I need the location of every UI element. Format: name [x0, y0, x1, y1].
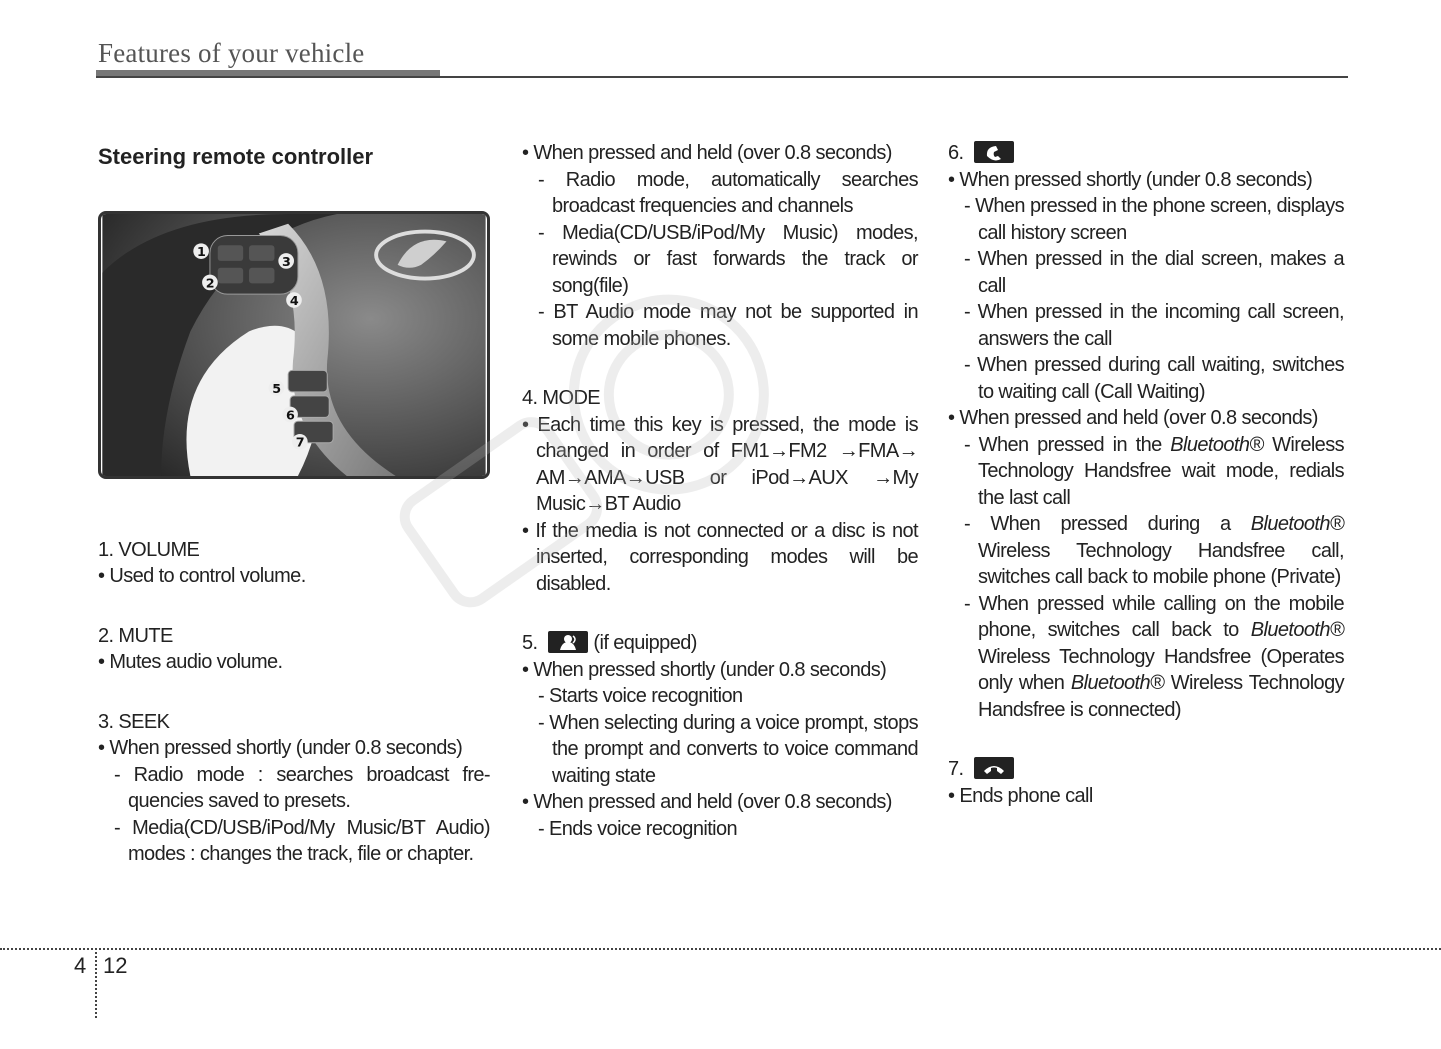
item-mute-title: 2. MUTE	[98, 624, 173, 647]
item-voice-number: 5.	[522, 632, 538, 654]
text-run: Wireless Technology Handsfree call, switches call back to mobile phone (Private)	[978, 539, 1344, 588]
bluetooth-term: Bluetooth®	[1070, 672, 1165, 694]
seek-held-line: - Radio mode, automatically searches broadcast frequencies and channels	[538, 168, 918, 217]
bluetooth-term: Bluetooth®	[1250, 619, 1344, 641]
steering-wheel-figure	[98, 211, 490, 479]
text-run: Wireless Technology Handsfree (Operates only when	[978, 645, 1344, 694]
item-call-line: - When pressed in the dial screen, makes a call	[964, 248, 1344, 297]
item-seek-title: 3. SEEK	[98, 710, 170, 733]
column-right	[948, 140, 1344, 809]
item-call-line: - When pressed during call waiting, switches to waiting call (Call Waiting)	[964, 354, 1344, 403]
seek-held-line: • When pressed and held (over 0.8 seconds)	[522, 142, 892, 164]
item-call-title	[948, 140, 1344, 167]
seek-held-line: - Media(CD/USB/iPod/My Music) modes, rewinds or fast forwards the track or song(file)	[538, 221, 918, 297]
figure-label-1: 1	[197, 243, 206, 259]
header-title: Features of your vehicle	[98, 38, 365, 68]
voice-recognition-icon	[548, 631, 588, 653]
steering-wheel-illustration	[101, 214, 487, 476]
item-mode-line: • Each time this key is pressed, the mode is changed in order of FM1→FM2 →FMA→ AM→AMA→USB or iPod→AUX →My Music→BT Audio	[522, 413, 918, 515]
figure-label-2: 2	[205, 274, 215, 290]
footer-divider	[95, 948, 97, 1018]
page-number: 12	[103, 953, 128, 978]
item-call-line	[948, 432, 1344, 512]
text-run: Wireless Technology Handsfree is connected)	[978, 672, 1344, 721]
item-mode-title: 4. MODE	[522, 387, 601, 409]
page-chapter: 4	[74, 953, 87, 978]
item-seek-line: - Media(CD/USB/iPod/My Music/BT Audio) modes : changes the track, file or chapter.	[114, 816, 490, 865]
item-voice-suffix: (if equipped)	[593, 632, 697, 654]
item-end-number: 7.	[948, 758, 964, 780]
text-run: - When pressed in the	[964, 433, 1171, 456]
item-end-title	[948, 756, 1344, 783]
figure-label-7: 7	[295, 434, 304, 450]
bluetooth-term: Bluetooth®	[1250, 513, 1344, 535]
item-voice-line: • When pressed and held (over 0.8 seconds)	[522, 791, 892, 813]
item-voice-line: - When selecting during a voice prompt, stops the prompt and converts to voice command waiting state	[538, 711, 918, 787]
section-heading: Steering remote controller	[98, 144, 374, 169]
item-seek-line: - Radio mode : searches broadcast fre-quencies saved to presets.	[114, 763, 490, 812]
item-call-line: • When pressed and held (over 0.8 seconds)	[948, 407, 1318, 429]
header-rule-thin	[96, 76, 1348, 78]
item-end-line: • Ends phone call	[948, 784, 1093, 807]
item-call-line: - When pressed in the incoming call screen, answers the call	[964, 301, 1344, 350]
item-call-line	[948, 511, 1344, 591]
column-left	[98, 140, 490, 868]
end-call-icon	[974, 757, 1014, 779]
item-call-number: 6.	[948, 142, 964, 164]
column-middle	[522, 140, 918, 842]
phone-call-icon	[974, 141, 1014, 163]
item-mode-line: • If the media is not connected or a disc is not inserted, corresponding modes will be disabled.	[522, 519, 918, 595]
text-run: - When pressed while calling on the mobile phone, switches call back to	[964, 592, 1344, 641]
figure-label-3: 3	[282, 253, 291, 269]
item-voice-line: • When pressed shortly (under 0.8 seconds)	[522, 658, 887, 681]
item-voice-line: - Ends voice recognition	[538, 817, 738, 840]
text-run: - When pressed during a	[964, 513, 1251, 535]
item-mute-text: • Mutes audio volume.	[98, 651, 283, 673]
text-run: Wireless Technology Handsfree wait mode, redials the last call	[978, 433, 1345, 509]
item-call-line: • When pressed shortly (under 0.8 seconds)	[948, 168, 1313, 191]
figure-label-4: 4	[289, 292, 299, 308]
seek-held-line: - BT Audio mode may not be supported in some mobile phones.	[538, 301, 918, 350]
item-voice-title	[522, 630, 918, 657]
item-call-line: - When pressed in the phone screen, displays call history screen	[964, 195, 1344, 244]
figure-label-6: 6	[285, 406, 295, 422]
item-call-line	[948, 591, 1344, 724]
bluetooth-term: Bluetooth®	[1170, 433, 1264, 456]
footer-rule	[0, 948, 1441, 950]
item-voice-line: - Starts voice recognition	[538, 685, 743, 707]
item-volume-text: • Used to control volume.	[98, 565, 306, 587]
item-volume-title: 1. VOLUME	[98, 538, 200, 561]
item-seek-line: • When pressed shortly (under 0.8 seconds)	[98, 737, 463, 759]
figure-label-5: 5	[272, 380, 281, 396]
